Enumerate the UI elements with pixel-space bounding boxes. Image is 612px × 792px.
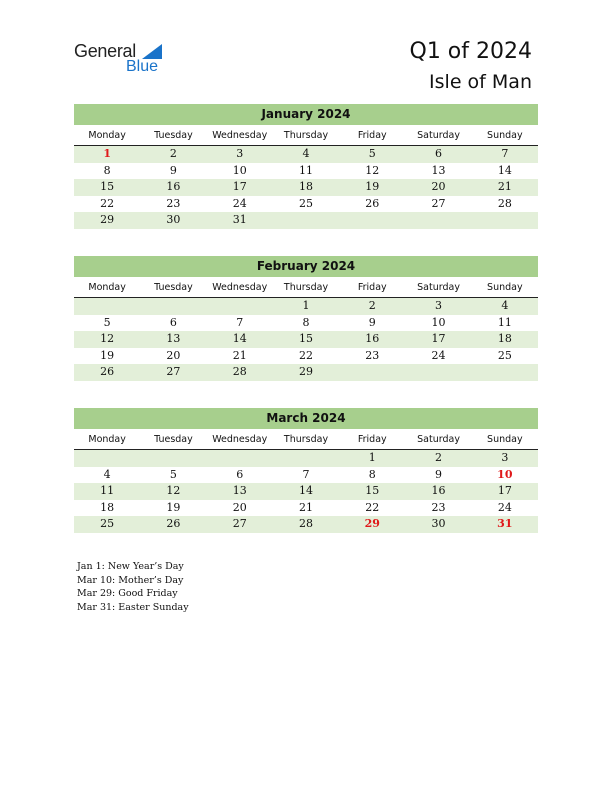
day-cell: 30 <box>431 517 446 530</box>
day-cell: 16 <box>166 180 181 193</box>
month-title: January 2024 <box>74 104 538 125</box>
day-cell: 10 <box>431 315 446 329</box>
day-cell: 16 <box>365 332 380 345</box>
day-cell <box>273 450 339 467</box>
week-row <box>74 331 538 348</box>
holiday-note: Jan 1: New Year’s Day <box>77 561 184 572</box>
day-cell: 27 <box>166 365 181 378</box>
day-cell: 26 <box>365 196 380 210</box>
weekday-label: Monday <box>88 434 126 445</box>
day-cell: 27 <box>431 196 446 210</box>
day-cell: 25 <box>100 517 115 530</box>
day-cell: 2 <box>435 451 443 464</box>
day-cell <box>405 212 471 229</box>
weekday-label: Sunday <box>487 130 523 141</box>
week-row <box>74 450 538 467</box>
day-cell: 2 <box>368 299 376 312</box>
day-cell: 7 <box>236 315 244 329</box>
day-cell: 26 <box>100 365 115 378</box>
weekday-label: Saturday <box>417 130 460 141</box>
day-cell <box>140 450 206 467</box>
day-cell: 15 <box>365 484 380 497</box>
day-cell <box>140 298 206 315</box>
day-cell: 18 <box>100 500 115 514</box>
day-cell: 28 <box>497 196 512 210</box>
day-cell: 4 <box>103 467 111 481</box>
day-cell: 5 <box>169 467 177 481</box>
week-row <box>74 500 538 517</box>
page-title: Q1 of 2024 <box>409 39 532 64</box>
holiday-note: Mar 29: Good Friday <box>77 588 178 599</box>
day-cell: 15 <box>298 332 313 345</box>
day-cell: 21 <box>298 500 313 514</box>
weekday-label: Thursday <box>283 130 329 141</box>
day-cell: 11 <box>100 484 115 497</box>
weekday-label: Wednesday <box>212 434 268 445</box>
holiday-notes <box>77 560 189 614</box>
weekday-header-row <box>74 432 538 450</box>
logo-text-blue: Blue <box>126 58 159 75</box>
weekday-header-row <box>74 280 538 298</box>
day-cell: 27 <box>232 517 247 530</box>
day-cell: 29 <box>100 213 115 226</box>
day-cell: 7 <box>302 467 310 481</box>
day-cell: 6 <box>169 315 177 329</box>
day-cell <box>74 298 140 315</box>
week-row <box>74 364 538 381</box>
day-cell <box>339 364 405 381</box>
month-calendar <box>74 104 538 229</box>
day-cell <box>74 450 140 467</box>
day-cell <box>405 364 471 381</box>
week-row <box>74 163 538 180</box>
month-calendar <box>74 408 538 533</box>
day-cell: 17 <box>232 180 247 193</box>
day-cell: 15 <box>100 180 115 193</box>
day-cell: 22 <box>100 196 115 210</box>
day-cell: 8 <box>302 315 310 329</box>
holiday-day-cell: 31 <box>497 517 513 530</box>
day-cell <box>207 450 273 467</box>
week-row <box>74 348 538 365</box>
day-cell: 7 <box>501 147 509 160</box>
day-cell: 17 <box>431 332 446 345</box>
day-cell: 19 <box>166 500 181 514</box>
logo-triangle-icon <box>142 44 162 59</box>
holiday-day-cell: 29 <box>364 517 380 530</box>
day-cell: 13 <box>166 332 181 345</box>
day-cell <box>207 298 273 315</box>
weekday-label: Friday <box>357 282 387 293</box>
day-cell: 3 <box>236 147 244 160</box>
week-row <box>74 516 538 533</box>
day-cell: 28 <box>232 365 247 378</box>
day-cell: 21 <box>497 180 512 193</box>
day-cell: 24 <box>497 500 512 514</box>
day-cell: 14 <box>232 332 247 345</box>
day-cell: 14 <box>497 163 512 177</box>
month-title: March 2024 <box>74 408 538 429</box>
day-cell: 8 <box>368 467 376 481</box>
weekday-label: Saturday <box>417 282 460 293</box>
weekday-label: Wednesday <box>212 282 268 293</box>
weekday-label: Thursday <box>283 434 329 445</box>
day-cell: 19 <box>365 180 380 193</box>
day-cell: 4 <box>501 299 509 312</box>
week-row <box>74 298 538 315</box>
month-title: February 2024 <box>74 256 538 277</box>
day-cell: 4 <box>302 147 310 160</box>
day-cell: 17 <box>497 484 512 497</box>
day-cell: 9 <box>368 315 376 329</box>
day-cell: 13 <box>232 484 247 497</box>
day-cell: 3 <box>435 299 443 312</box>
weekday-label: Wednesday <box>212 130 268 141</box>
day-cell: 23 <box>365 348 380 362</box>
day-cell <box>273 212 339 229</box>
holiday-day-cell: 10 <box>497 467 513 481</box>
page-subtitle: Isle of Man <box>429 71 532 93</box>
weekday-label: Sunday <box>487 282 523 293</box>
day-cell: 6 <box>435 147 443 160</box>
weekday-label: Sunday <box>487 434 523 445</box>
weekday-label: Thursday <box>283 282 329 293</box>
day-cell: 16 <box>431 484 446 497</box>
day-cell: 22 <box>298 348 313 362</box>
day-cell: 11 <box>298 163 313 177</box>
day-cell: 24 <box>431 348 446 362</box>
weekday-label: Friday <box>357 130 387 141</box>
day-cell: 28 <box>298 517 313 530</box>
day-cell: 12 <box>100 332 115 345</box>
day-cell: 31 <box>232 213 247 226</box>
day-cell: 24 <box>232 196 247 210</box>
day-cell: 18 <box>497 332 512 345</box>
day-cell: 25 <box>497 348 512 362</box>
week-row <box>74 315 538 332</box>
day-cell: 1 <box>302 299 310 312</box>
day-cell: 23 <box>431 500 446 514</box>
holiday-day-cell: 1 <box>103 147 111 160</box>
week-row <box>74 146 538 163</box>
day-cell: 2 <box>169 147 177 160</box>
day-cell: 10 <box>232 163 247 177</box>
holiday-note: Mar 10: Mother’s Day <box>77 574 184 586</box>
day-cell: 23 <box>166 196 181 210</box>
day-cell: 29 <box>298 365 313 378</box>
week-row <box>74 467 538 484</box>
day-cell: 20 <box>166 348 181 362</box>
weekday-header-row <box>74 128 538 146</box>
day-cell: 20 <box>431 180 446 193</box>
week-row <box>74 179 538 196</box>
day-cell: 13 <box>431 163 446 177</box>
day-cell: 3 <box>501 451 509 464</box>
weekday-label: Saturday <box>417 434 460 445</box>
day-cell: 12 <box>365 163 380 177</box>
day-cell: 19 <box>100 348 115 362</box>
day-cell: 6 <box>236 467 244 481</box>
weekday-label: Tuesday <box>154 282 193 293</box>
day-cell: 1 <box>368 451 376 464</box>
day-cell: 5 <box>103 315 111 329</box>
day-cell: 5 <box>368 147 376 160</box>
holiday-note: Mar 31: Easter Sunday <box>77 601 189 613</box>
day-cell: 8 <box>103 163 111 177</box>
day-cell: 22 <box>365 500 380 514</box>
day-cell: 11 <box>497 315 512 329</box>
day-cell <box>472 364 538 381</box>
day-cell <box>339 212 405 229</box>
day-cell: 9 <box>435 467 443 481</box>
weekday-label: Friday <box>357 434 387 445</box>
month-calendar <box>74 256 538 381</box>
day-cell <box>472 212 538 229</box>
day-cell: 21 <box>232 348 247 362</box>
day-cell: 26 <box>166 517 181 530</box>
week-row <box>74 212 538 229</box>
day-cell: 14 <box>298 484 313 497</box>
week-row <box>74 196 538 213</box>
weekday-label: Monday <box>88 130 126 141</box>
day-cell: 30 <box>166 213 181 226</box>
weekday-label: Monday <box>88 282 126 293</box>
weekday-label: Tuesday <box>154 130 193 141</box>
day-cell: 20 <box>232 500 247 514</box>
weekday-label: Tuesday <box>154 434 193 445</box>
logo-text-general: General <box>74 41 136 61</box>
day-cell: 12 <box>166 484 181 497</box>
week-row <box>74 483 538 500</box>
generalblue-logo <box>74 41 174 77</box>
day-cell: 18 <box>298 180 313 193</box>
day-cell: 25 <box>298 196 313 210</box>
day-cell: 9 <box>169 163 177 177</box>
